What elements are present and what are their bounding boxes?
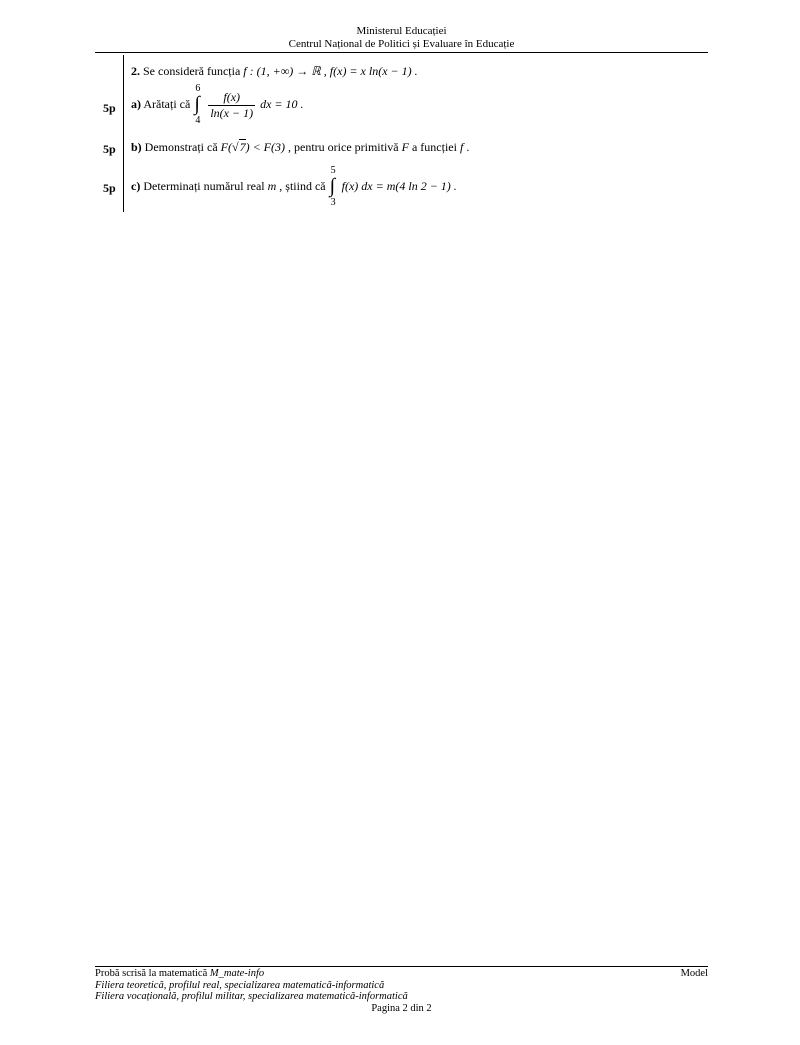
problem-function-domain: f : (1, +∞) → ℝ ,	[243, 64, 327, 78]
item-c-tail: , știind că	[279, 178, 326, 193]
item-a-points: 5p	[103, 101, 116, 115]
item-b-math-open: F(	[220, 140, 232, 154]
item-b-math-close: ) < F(3)	[245, 140, 285, 154]
header-ministry: Ministerul Educației	[356, 25, 447, 37]
item-b-tail2: a funcției	[411, 140, 457, 154]
header-center: Centrul Național de Politici și Evaluare în Educație	[288, 38, 515, 50]
item-b-tail: , pentru orice primitivă	[288, 140, 399, 154]
footer-subject: M_mate-info	[209, 968, 265, 979]
header-rule	[95, 52, 708, 53]
item-b-label: b)	[131, 140, 142, 154]
footer-rule	[95, 966, 708, 967]
integral-a-upper: 6	[195, 83, 201, 94]
item-c-points: 5p	[103, 181, 116, 195]
page-number: Pagina 2 din 2	[371, 1002, 432, 1014]
item-c-text: Determinați numărul real	[143, 178, 265, 193]
item-c	[95, 165, 708, 211]
footer-model: Model	[680, 968, 708, 979]
footer-track-theoretical: Filiera teoretică, profilul real, specializarea matematică-informatică	[95, 979, 385, 991]
integral-a-lower: 4	[195, 115, 201, 126]
problem-function-definition: f(x) = x ln(x − 1) .	[329, 64, 418, 78]
item-b-end: .	[466, 140, 470, 154]
footer-track-vocational: Filiera vocațională, profilul militar, specializarea matematică-informatică	[95, 991, 408, 1002]
page-footer	[95, 968, 708, 1014]
item-c-var-m: m	[267, 178, 277, 193]
item-a-label: a)	[131, 96, 141, 111]
fraction-a	[208, 90, 255, 121]
footer-exam: Probă scrisă la matematică	[95, 968, 208, 979]
sqrt-icon: √	[231, 140, 239, 154]
item-b-var-f: f	[459, 140, 464, 154]
fraction-a-denominator: ln(x − 1)	[210, 105, 254, 120]
integral-sign-a: 6 ∫ 4	[194, 83, 201, 126]
problem-number: 2.	[131, 64, 140, 78]
item-c-label: c)	[131, 178, 141, 193]
fraction-a-numerator: f(x)	[223, 89, 241, 104]
item-b-radicand: 7	[239, 140, 246, 154]
item-a-tail: dx = 10 .	[260, 96, 304, 111]
page-header	[95, 25, 708, 51]
footer-line1	[95, 968, 708, 980]
item-b-points: 5p	[103, 142, 116, 156]
item-a-text: Arătați că	[143, 96, 191, 111]
integral-c-upper: 5	[330, 165, 336, 176]
item-c-expression: f(x) dx = m(4 ln 2 − 1) .	[341, 178, 457, 193]
item-b-var-F: F	[401, 140, 409, 154]
item-a	[95, 85, 708, 133]
integral-sign-c: 5 ∫ 3	[329, 165, 336, 208]
problem-intro: Se consideră funcția	[143, 64, 241, 78]
item-b-text: Demonstrați că	[144, 140, 218, 154]
integral-c-lower: 3	[330, 197, 336, 208]
